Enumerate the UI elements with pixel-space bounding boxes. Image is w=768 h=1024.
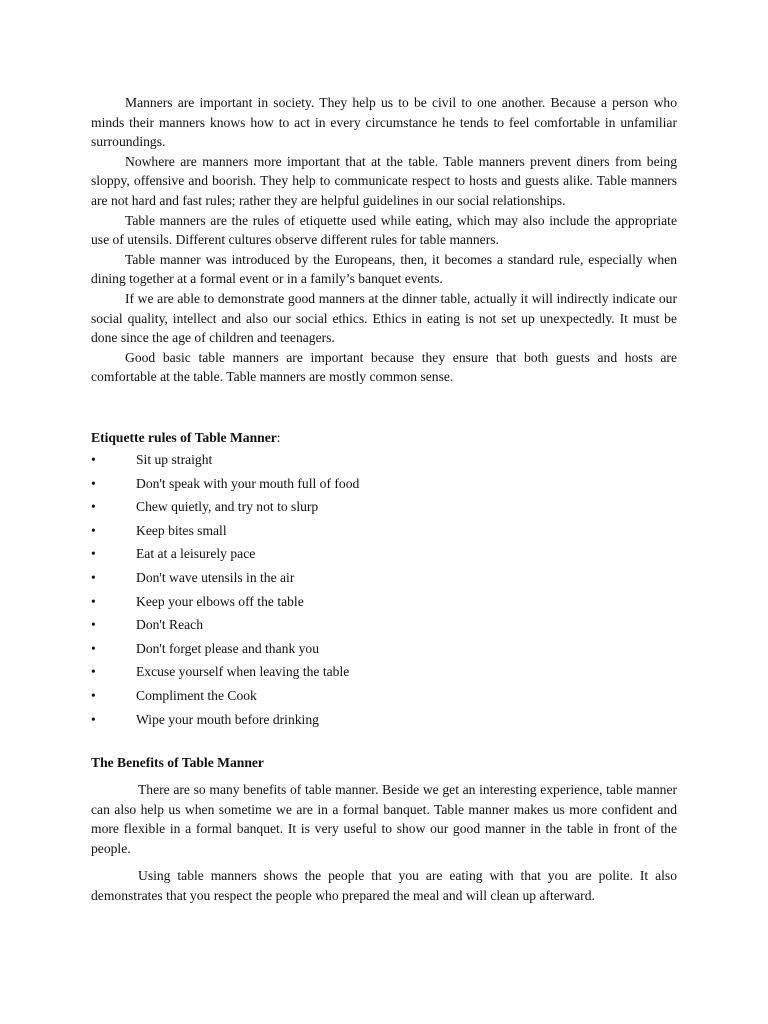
bullet-icon: • [91, 522, 96, 538]
bullet-icon: • [91, 687, 96, 703]
intro-section [91, 93, 677, 387]
list-item [91, 542, 677, 566]
list-item [91, 495, 677, 519]
intro-paragraph-5: If we are able to demonstrate good manners at the dinner table, actually it will indirectly indicate our social quality, intellect and also our social ethics. Ethics in eating is not set up unexpectedly. It must be done since the age of children and teenagers. [91, 290, 677, 346]
bullet-icon: • [91, 452, 96, 467]
etiquette-section [91, 428, 677, 731]
list-item [91, 590, 677, 614]
list-item-text: Wipe your mouth before drinking [136, 711, 319, 727]
list-item [91, 566, 677, 590]
benefits-heading: The Benefits of Table Manner [91, 755, 264, 770]
bullet-icon: • [91, 593, 96, 609]
bullet-icon: • [91, 499, 96, 515]
list-item-text: Don't wave utensils in the air [136, 569, 295, 585]
list-item [91, 448, 677, 472]
bullet-icon: • [91, 711, 96, 727]
bullet-icon: • [91, 640, 96, 656]
list-item [91, 660, 677, 684]
intro-paragraph-3: Table manners are the rules of etiquette used while eating, which may also include the appropriate use of utensils. Different cultures observe different rules for table manners. [91, 212, 677, 248]
bullet-icon: • [91, 546, 96, 562]
intro-paragraph-2: Nowhere are manners more important that at the table. Table manners prevent diners from being sloppy, offensive and boorish. They help to communicate respect to hosts and guests alike. Table manners are not hard and fast rules; rather they are helpful guidelines in our social relationships. [91, 153, 677, 208]
etiquette-heading [91, 428, 677, 448]
list-item-text: Don't speak with your mouth full of food [136, 475, 360, 491]
list-item [91, 708, 677, 732]
list-item-text: Eat at a leisurely pace [136, 546, 256, 562]
bullet-icon: • [91, 569, 96, 585]
list-item [91, 684, 677, 708]
paragraph-gap [91, 858, 677, 866]
intro-paragraph-6: Good basic table manners are important because they ensure that both guests and hosts are comfortable at the table. Table manners are mostly common sense. [91, 349, 677, 385]
bullet-icon: • [91, 617, 96, 633]
list-item [91, 613, 677, 637]
list-item-text: Keep your elbows off the table [136, 593, 304, 609]
list-item [91, 519, 677, 543]
benefits-paragraph-1: There are so many benefits of table manner. Beside we get an interesting experience, table manner can also help us when sometime we are in a formal banquet. Table manner makes us more confident and more flexible in a formal banquet. It is very useful to show our good manner in the table in front of the people. [91, 782, 677, 856]
benefits-section [91, 753, 677, 906]
etiquette-heading-colon: : [276, 430, 281, 445]
intro-paragraph-4: Table manner was introduced by the Europeans, then, it becomes a standard rule, especially when dining together at a formal event or in a family’s banquet events. [91, 251, 677, 287]
list-item [91, 637, 677, 661]
intro-paragraph-1: Manners are important in society. They help us to be civil to one another. Because a person who minds their manners knows how to act in every circumstance he tends to feel comfortable in unfamiliar surroundings. [91, 95, 677, 150]
etiquette-list [91, 448, 677, 731]
list-item-text: Don't forget please and thank you [136, 640, 320, 656]
bullet-icon: • [91, 475, 96, 491]
list-item-text: Compliment the Cook [136, 687, 257, 703]
list-item-text: Sit up straight [136, 452, 213, 467]
list-item [91, 472, 677, 496]
list-item-text: Chew quietly, and try not to slurp [136, 499, 319, 515]
bullet-icon: • [91, 664, 96, 680]
list-item-text: Don't Reach [136, 617, 203, 633]
benefits-paragraph-2: Using table manners shows the people that you are eating with that you are polite. It also demonstrates that you respect the people who prepared the meal and will clean up afterward. [91, 868, 677, 903]
list-item-text: Keep bites small [136, 522, 227, 538]
list-item-text: Excuse yourself when leaving the table [136, 664, 350, 680]
etiquette-heading-text: Etiquette rules of Table Manner [91, 430, 277, 445]
